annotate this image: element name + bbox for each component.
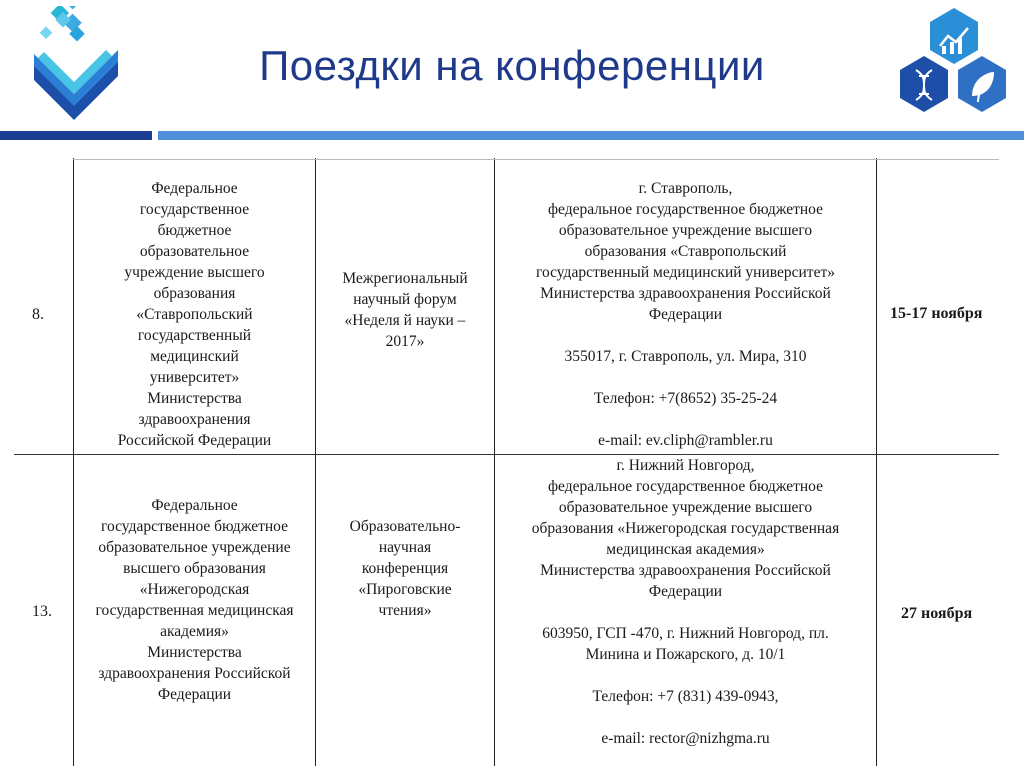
chart-hexagon-icon [930,8,978,64]
event-date: 15-17 ноября [890,305,983,322]
phone-text: Телефон: +7(8652) 35-25-24 [593,390,778,407]
text-line: бюджетное [157,222,232,239]
text-line: Федерации [157,686,232,703]
page-title: Поездки на конференции [259,42,765,89]
postal-address: Минина и Пожарского, д. 10/1 [585,646,786,663]
phone-text: Телефон: +7 (831) 439-0943, [592,688,779,705]
organizer-cell [74,178,315,451]
text-line: научная [378,539,432,556]
text-line: 2017» [385,333,425,350]
text-line: медицинская академия» [606,541,765,558]
text-line: «Ставропольский [136,306,253,323]
text-line: Федеральное [151,497,238,514]
text-line: образовательное учреждение высшего [558,222,813,239]
row-number: 13. [32,603,52,620]
text-line: образовательное [139,243,250,260]
text-line: конференция [361,560,449,577]
text-line: учреждение высшего [124,264,265,281]
text-line: чтения» [378,602,432,619]
address-cell [495,455,876,765]
text-line: федеральное государственное бюджетное [548,478,823,495]
text-line: здравоохранения Российской [98,665,291,682]
text-line: «Пироговские [358,581,452,598]
text-line: «Неделя й науки – [344,312,466,329]
row-number: 8. [32,306,44,323]
text-line: Министерства здравоохранения Российской [540,285,831,302]
postal-address: 603950, ГСП -470, г. Нижний Новгород, пл. [542,625,829,642]
text-line: Министерства [147,644,242,661]
text-line: г. Нижний Новгород, [616,457,755,474]
event-date: 27 ноября [901,605,973,622]
text-line: г. Ставрополь, [638,180,733,197]
text-line: государственный медицинский университет» [536,264,835,281]
text-line: здравоохранения [138,411,251,428]
text-line: образования «Нижегородская государственная [531,520,840,537]
text-line: Российской Федерации [117,432,272,449]
text-line: медицинский [150,348,239,365]
table-border [315,158,316,766]
text-line: научный форум [353,291,457,308]
address-cell [495,178,876,452]
postal-address: 355017, г. Ставрополь, ул. Мира, 310 [564,348,807,365]
conference-table [0,152,1024,768]
event-cell [316,262,494,358]
text-line: Межрегиональный [342,270,468,287]
header-divider-dark [0,131,152,140]
organizer-cell [74,495,315,705]
text-line: государственное бюджетное [101,518,288,535]
text-line: образовательное учреждение [98,539,291,556]
text-line: государственная медицинская [95,602,294,619]
text-line: «Нижегородская [139,581,250,598]
email-text: e-mail: ev.cliph@rambler.ru [598,432,773,449]
text-line: государственное [139,201,250,218]
header-divider-light [158,131,1024,140]
text-line: Федеральное [151,180,238,197]
text-line: образовательное учреждение высшего [558,499,813,516]
text-line: федеральное государственное бюджетное [548,201,823,218]
table-border [876,158,877,766]
text-line: высшего образования [123,560,266,577]
text-line: академия» [160,623,229,640]
text-line: государственный [137,327,252,344]
text-line: образования «Ставропольский [584,243,787,260]
text-line: Федерации [648,306,723,323]
event-cell [316,516,494,621]
email-text: e-mail: rector@nizhgma.ru [601,730,770,747]
hexagon-icons-logo [892,6,1012,126]
text-line: университет» [149,369,240,386]
table-border [73,159,999,160]
text-line: образования [153,285,236,302]
text-line: Образовательно- [349,518,461,535]
text-line: Федерации [648,583,723,600]
text-line: Министерства [147,390,242,407]
text-line: Министерства здравоохранения Российской [540,562,831,579]
